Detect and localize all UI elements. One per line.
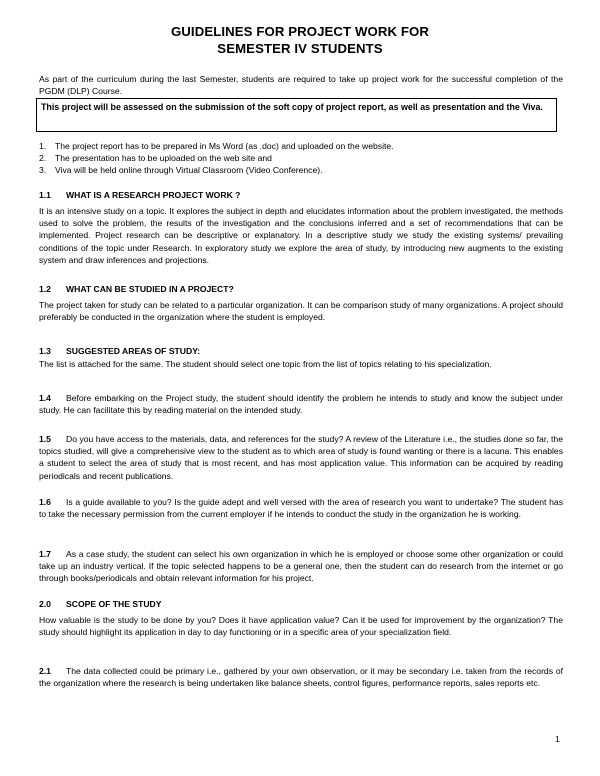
list-item <box>39 140 394 152</box>
section-2-1 <box>39 665 563 689</box>
section-1-2-body: The project taken for study can be related to a particular organization. It can be comparison study of many organizations. A project should preferably be conducted in the organization where the student is employed. <box>39 300 563 323</box>
section-1-2-heading <box>39 284 234 294</box>
list-number: 2. <box>39 153 47 163</box>
list-text: Viva will be held online through Virtual Classroom (Video Conference). <box>55 165 323 175</box>
section-2-0-heading <box>39 599 162 609</box>
section-number: 1.1 <box>39 190 51 200</box>
list-text: The project report has to be prepared in Ms Word (as .doc) and uploaded on the website. <box>55 141 394 151</box>
section-number: 1.6 <box>39 497 51 507</box>
list-item <box>39 164 323 176</box>
list-item <box>39 152 272 164</box>
section-number: 1.4 <box>39 393 51 403</box>
section-1-1-heading <box>39 190 240 200</box>
section-body: Before embarking on the Project study, the student should identify the problem he intends to study and know the subject under study. He can facilitate this by reading material on the intended study. <box>39 393 563 416</box>
section-1-4 <box>39 392 563 416</box>
section-body: Is a guide available to you? Is the guide adept and well versed with the area of research you want to undertake? The student has to take the necessary permission from the current employer if he intends to conduct the study in the organization he is working. <box>39 497 563 520</box>
doc-title-line1: GUIDELINES FOR PROJECT WORK FOR <box>170 24 430 39</box>
section-1-3-body: The list is attached for the same. The student should select one topic from the list of topics relating to his specialization. <box>39 359 492 369</box>
section-body: Do you have access to the materials, data, and references for the study? A review of the Literature i.e., the studies done so far, the topics studied, will give a comprehensive view to the student as to which area of study is found wanting or there is a lacuna. This enables a student to select the area of study that is most recent, and has most application value. This information can be acquired by reading periodicals and recent publications. <box>39 434 563 481</box>
section-body: The data collected could be primary i.e., gathered by your own observation, or it may be secondary i.e. taken from the records of the organization where the research is being undertaken like balance sheets, control figures, performance reports, sales reports etc. <box>39 666 563 689</box>
section-number: 1.7 <box>39 549 51 559</box>
section-number: 1.3 <box>39 346 51 356</box>
section-number: 2.0 <box>39 599 51 609</box>
section-body: As a case study, the student can select his own organization in which he is employed or choose some other organization or could take up an industry vertical. If the topic selected happens to be a general one, then the student can do research from the internet or go through books/periodicals and obtain relevant information for his project. <box>39 549 563 584</box>
assessment-text: This project will be assessed on the submission of the soft copy of project report, as well as presentation and the Viva. <box>41 102 543 112</box>
list-number: 3. <box>39 165 47 175</box>
section-number: 1.5 <box>39 434 51 444</box>
section-1-5 <box>39 433 563 482</box>
section-2-0-body: How valuable is the study to be done by you? Does it have application value? Can it be used for improvement by the organization? The study should highlight its application in day to day functioning or in a specific area of your specialization field. <box>39 615 563 638</box>
section-1-7 <box>39 548 563 585</box>
section-heading-text: SUGGESTED AREAS OF STUDY: <box>66 346 201 356</box>
list-text: The presentation has to be uploaded on the web site and <box>55 153 272 163</box>
page-number: 1 <box>555 734 560 744</box>
section-1-1-body: It is an intensive study on a topic. It explores the subject in depth and elucidates information about the problem investigated, the methods used to solve the problem, the results of the investigation and the conclusions inferred and a set of recommendations that can be implemented. Project research can be descriptive or explanatory. In a descriptive study we study the existing systems/ prevailing conditions of the topic under Research. In exploratory study we explore the area of study, by introducing new augments to the existing system and draw inferences and projections. <box>39 206 563 265</box>
section-number: 2.1 <box>39 666 51 676</box>
list-number: 1. <box>39 141 47 151</box>
section-heading-text: WHAT CAN BE STUDIED IN A PROJECT? <box>66 284 234 294</box>
intro-paragraph: As part of the curriculum during the last Semester, students are required to take up project work for the successful completion of the PGDM (DLP) Course. <box>39 74 563 97</box>
section-1-3-heading <box>39 346 200 356</box>
section-number: 1.2 <box>39 284 51 294</box>
section-heading-text: SCOPE OF THE STUDY <box>66 599 162 609</box>
section-heading-text: WHAT IS A RESEARCH PROJECT WORK ? <box>66 190 241 200</box>
section-1-6 <box>39 496 563 520</box>
doc-title-line2: SEMESTER IV STUDENTS <box>217 41 383 56</box>
